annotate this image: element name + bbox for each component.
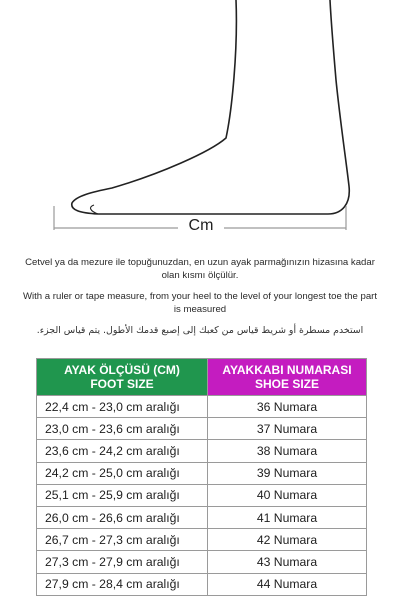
- instruction-turkish: Cetvel ya da mezure ile topuğunuzdan, en uzun ayak parmağınızın hizasına kadar olan kısmı ölçülür.: [25, 257, 375, 281]
- foot-size-header: [37, 359, 208, 396]
- instruction-english: With a ruler or tape measure, from your heel to the level of your longest toe the part is measured: [22, 291, 378, 315]
- table-row: [37, 484, 367, 506]
- table-row: [37, 551, 367, 573]
- measure-unit-label: Cm: [178, 216, 224, 236]
- table-header-row: [37, 359, 367, 396]
- foot-outline-icon: [0, 0, 400, 250]
- shoe-size-cell: 41 Numara: [208, 506, 367, 528]
- shoe-size-cell: 44 Numara: [208, 573, 367, 595]
- shoe-size-header: [208, 359, 367, 396]
- foot-range-cell: 25,1 cm - 25,9 cm aralığı: [37, 484, 208, 506]
- table-row: [37, 418, 367, 440]
- foot-range-cell: 27,9 cm - 28,4 cm aralığı: [37, 573, 208, 595]
- foot-range-cell: 24,2 cm - 25,0 cm aralığı: [37, 462, 208, 484]
- table-row: [37, 396, 367, 418]
- table-row: [37, 462, 367, 484]
- table-row: [37, 529, 367, 551]
- foot-range-cell: 23,6 cm - 24,2 cm aralığı: [37, 440, 208, 462]
- shoe-size-header-line2: SHOE SIZE: [254, 377, 319, 391]
- foot-size-header-line2: FOOT SIZE: [90, 377, 154, 391]
- foot-range-cell: 26,0 cm - 26,6 cm aralığı: [37, 506, 208, 528]
- shoe-size-cell: 38 Numara: [208, 440, 367, 462]
- shoe-size-cell: 37 Numara: [208, 418, 367, 440]
- shoe-size-cell: 39 Numara: [208, 462, 367, 484]
- size-chart-table: [36, 358, 367, 596]
- foot-range-cell: 22,4 cm - 23,0 cm aralığı: [37, 396, 208, 418]
- foot-measurement-illustration: [0, 0, 400, 250]
- shoe-size-header-line1: AYAKKABI NUMARASI: [222, 363, 352, 377]
- shoe-size-cell: 42 Numara: [208, 529, 367, 551]
- foot-size-header-line1: AYAK ÖLÇÜSÜ (CM): [64, 363, 180, 377]
- table-row: [37, 573, 367, 595]
- foot-range-cell: 27,3 cm - 27,9 cm aralığı: [37, 551, 208, 573]
- foot-range-cell: 26,7 cm - 27,3 cm aralığı: [37, 529, 208, 551]
- instruction-arabic: استخدم مسطرة أو شريط قياس من كعبك إلى إصبع قدمك الأطول. يتم قياس الجزء.: [36, 325, 364, 336]
- shoe-size-cell: 40 Numara: [208, 484, 367, 506]
- foot-range-cell: 23,0 cm - 23,6 cm aralığı: [37, 418, 208, 440]
- table-row: [37, 440, 367, 462]
- shoe-size-cell: 36 Numara: [208, 396, 367, 418]
- shoe-size-cell: 43 Numara: [208, 551, 367, 573]
- table-row: [37, 506, 367, 528]
